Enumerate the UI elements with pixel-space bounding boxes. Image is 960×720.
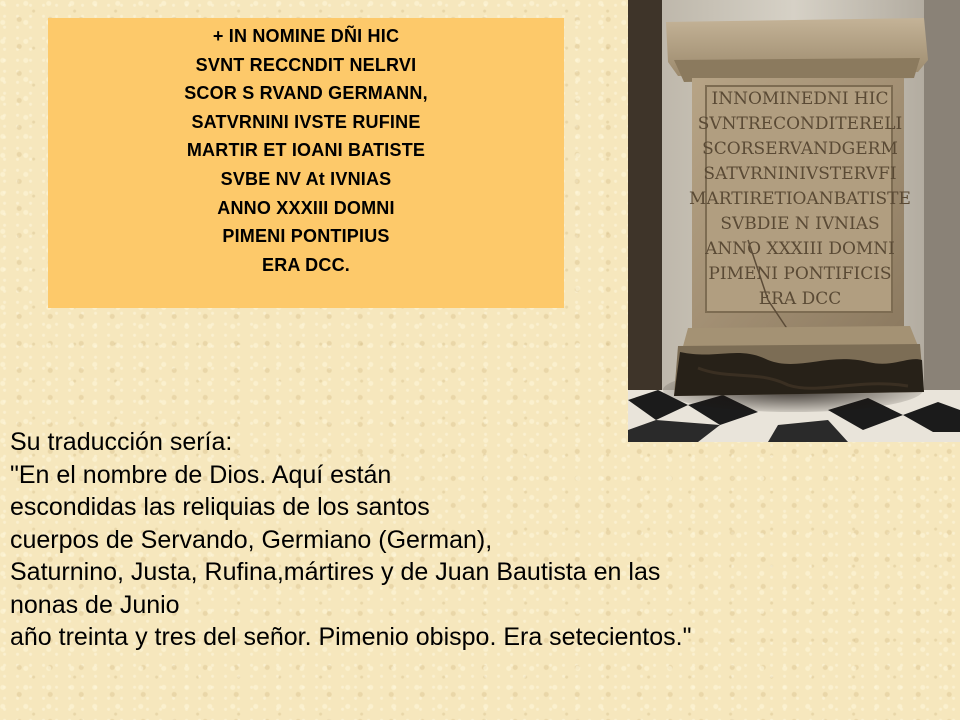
inscription-line: ANNO XXXIII DOMNI bbox=[217, 197, 395, 218]
inscription-line: PIMENI PONTIPIUS bbox=[222, 226, 390, 247]
carved-line: SVNTRECONDITERELI bbox=[697, 114, 903, 134]
translation-line: cuerpos de Servando, Germiano (German), bbox=[10, 525, 493, 554]
carved-line: INNOMINEDNI HIC bbox=[711, 89, 889, 109]
translation-line: nonas de Junio bbox=[10, 590, 180, 619]
inscription-line: SVNT RECCNDIT NELRVI bbox=[195, 54, 417, 75]
translation-line: año treinta y tres del señor. Pimenio obispo. Era setecientos." bbox=[10, 623, 692, 651]
stone-altar-photo bbox=[628, 0, 960, 442]
stone-altar-illustration bbox=[628, 0, 960, 442]
carved-line: PIMENI PONTIFICIS bbox=[708, 264, 892, 284]
carved-line: SATVRNINIVSTERVFI bbox=[703, 164, 897, 184]
translation-line: "En el nombre de Dios. Aquí están bbox=[10, 460, 392, 489]
inscription-line: ERA DCC. bbox=[262, 254, 350, 275]
inscription-line: SCOR S RVAND GERMANN, bbox=[184, 83, 428, 104]
inscription-line: MARTIR ET IOANI BATISTE bbox=[186, 140, 426, 161]
inscription-line: SVBE NV At IVNIAS bbox=[220, 168, 392, 189]
carved-inscription bbox=[689, 89, 911, 309]
translation-line: Su traducción sería: bbox=[10, 428, 233, 456]
carved-line: SCORSERVANDGERM bbox=[702, 139, 898, 159]
carved-line: ANNO XXXIII DOMNI bbox=[705, 239, 895, 259]
carved-line: ERA DCC bbox=[758, 289, 842, 309]
translation-line: Saturnino, Justa, Rufina,mártires y de Juan Bautista en las bbox=[10, 558, 661, 586]
carved-line: MARTIRETIOANBATISTE bbox=[689, 189, 911, 209]
translation-text bbox=[10, 426, 950, 654]
inscription-transcription-box bbox=[48, 18, 564, 308]
translation-line: escondidas las reliquias de los santos bbox=[10, 493, 430, 521]
inscription-line: SATVRNINI IVSTE RUFINE bbox=[191, 111, 421, 132]
carved-line: SVBDIE N IVNIAS bbox=[720, 214, 880, 234]
inscription-line: + IN NOMINE DÑI HIC bbox=[212, 26, 400, 46]
